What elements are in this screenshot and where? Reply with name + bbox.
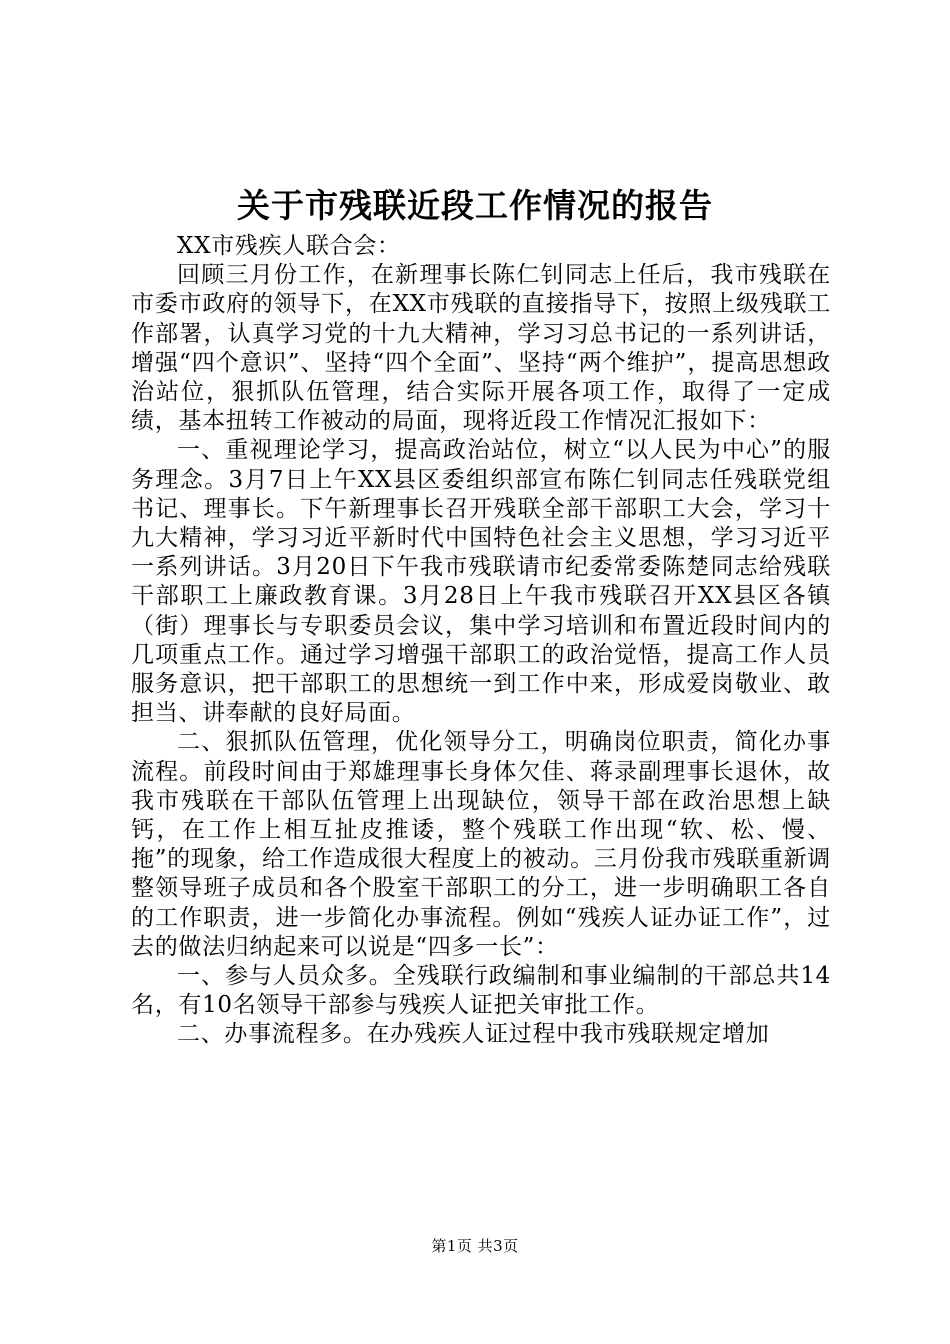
paragraph-item-2: 二、办事流程多。在办残疾人证过程中我市残联规定增加 [177, 1021, 770, 1048]
paragraph-intro: 回顾三月份工作，在新理事长陈仁钊同志上任后，我市残联在市委市政府的领导下，在XX市残联的直接指导下，按照上级残联工作部署，认真学习党的十九大精神，学习习总书记的一系列讲话，增强“四个意识”、坚持“四个全面”、坚持“两个维护”，提高思想政治站位，狠抓队伍管理，结合实际开展各项工作，取得了一定成绩，基本扭转工作被动的局面，现将近段工作情况汇报如下： [131, 262, 831, 435]
page-footer [0, 1236, 950, 1256]
document-body [131, 232, 831, 1050]
paragraph-section-2: 二、狠抓队伍管理，优化领导分工，明确岗位职责，简化办事流程。前段时间由于郑雄理事长身体欠佳、蒋录副理事长退休，故我市残联在干部队伍管理上出现缺位，领导干部在政治思想上缺钙，在工作上相互扯皮推诿，整个残联工作出现“软、松、慢、拖”的现象，给工作造成很大程度上的被动。三月份我市残联重新调整领导班子成员和各个股室干部职工的分工，进一步明确职工各自的工作职责，进一步简化办事流程。例如“残疾人证办证工作”，过去的做法归纳起来可以说是“四多一长”： [131, 729, 831, 960]
document-title: 关于市残联近段工作情况的报告 [237, 186, 713, 225]
salutation: XX市残疾人联合会： [177, 233, 401, 259]
page-indicator: 第1页 共3页 [431, 1237, 519, 1255]
paragraph-section-1: 一、重视理论学习，提高政治站位，树立“以人民为中心”的服务理念。3月7日上午XX县区委组织部宣布陈仁钊同志任残联党组书记、理事长。下午新理事长召开残联全部干部职工大会，学习十九大精神，学习习近平新时代中国特色社会主义思想，学习习近平一系列讲话。3月20日下午我市残联请市纪委常委陈楚同志给残联干部职工上廉政教育课。3月28日上午我市残联召开XX县区各镇（街）理事长与专职委员会议，集中学习培训和布置近段时间内的几项重点工作。通过学习增强干部职工的政治觉悟，提高工作人员服务意识，把干部职工的思想统一到工作中来，形成爱岗敬业、敢担当、讲奉献的良好局面。 [131, 437, 831, 727]
paragraph-item-1: 一、参与人员众多。全残联行政编制和事业编制的干部总共14名，有10名领导干部参与残疾人证把关审批工作。 [131, 963, 831, 1019]
